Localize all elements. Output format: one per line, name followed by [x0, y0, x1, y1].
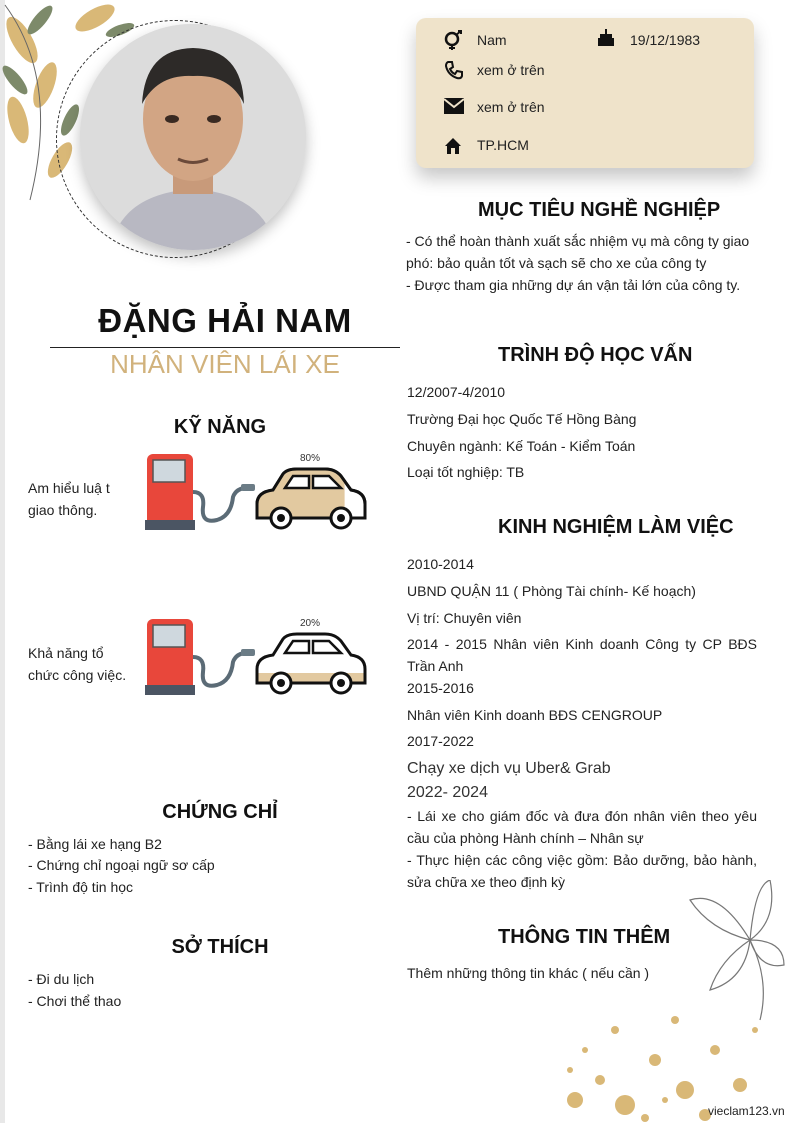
experience-heading: KINH NGHIỆM LÀM VIỆC	[498, 516, 734, 538]
email-icon	[443, 97, 465, 115]
skill-2-percent: 20%	[300, 618, 321, 629]
hobby-item: - Chơi thể thao	[28, 993, 122, 1009]
education-item: Trường Đại học Quốc Tế Hồng Bàng	[407, 411, 637, 427]
objective-line: phó: bảo quản tốt và sạch sẽ cho xe của công ty	[406, 255, 707, 271]
experience-line: Chạy xe dịch vụ Uber& Grab	[407, 760, 611, 777]
home-icon	[443, 136, 463, 156]
experience-line: 2014 - 2015 Nhân viên Kinh doanh Công ty CP BĐS Trần Anh	[407, 636, 757, 674]
personal-info-card	[416, 18, 754, 168]
experience-line: UBND QUẬN 11 ( Phòng Tài chính- Kế hoạch)	[407, 583, 696, 599]
email-value: xem ở trên	[477, 99, 545, 115]
avatar	[80, 24, 306, 250]
certificate-item: - Trình độ tin học	[28, 879, 134, 895]
name-divider	[50, 347, 400, 348]
car-icon	[255, 462, 365, 528]
education-item: Chuyên ngành: Kế Toán - Kiểm Toán	[407, 438, 636, 454]
experience-line: Vị trí: Chuyên viên	[407, 610, 522, 626]
footer-site: vieclam123.vn	[708, 1104, 785, 1118]
education-heading: TRÌNH ĐỘ HỌC VẤN	[498, 344, 693, 366]
experience-line: 2015-2016	[407, 680, 474, 696]
education-item: Loại tốt nghiệp: TB	[407, 464, 525, 480]
education-item: 12/2007-4/2010	[407, 384, 506, 400]
dob-value: 19/12/1983	[630, 32, 701, 48]
objective-heading: MỤC TIÊU NGHỀ NGHIỆP	[478, 199, 721, 221]
hobby-item: - Đi du lịch	[28, 971, 95, 987]
gender-icon	[443, 30, 463, 50]
certificate-item: - Bằng lái xe hạng B2	[28, 836, 162, 852]
experience-line: 2017-2022	[407, 733, 474, 749]
phone-icon	[444, 60, 464, 80]
phone-value: xem ở trên	[477, 62, 545, 78]
extra-info-heading: THÔNG TIN THÊM	[498, 926, 671, 948]
full-name: ĐẶNG HẢI NAM	[98, 302, 352, 339]
hobbies-heading: SỞ THÍCH	[171, 936, 269, 958]
certificates-heading: CHỨNG CHỈ	[162, 801, 278, 823]
cake-icon	[596, 27, 616, 47]
certificate-item: - Chứng chỉ ngoại ngữ sơ cấp	[28, 857, 215, 873]
job-title: NHÂN VIÊN LÁI XE	[110, 349, 340, 379]
experience-line: Nhân viên Kinh doanh BĐS CENGROUP	[407, 707, 663, 723]
skill-1-label-line2: giao thông.	[28, 502, 98, 518]
experience-line: 2022- 2024	[407, 784, 488, 801]
skill-2-label-line2: chức công việc.	[28, 667, 127, 683]
skill-1-fuel-gauge	[145, 452, 370, 534]
skill-2-fuel-gauge	[145, 617, 370, 699]
car-icon	[255, 634, 367, 693]
objective-line: - Có thể hoàn thành xuất sắc nhiệm vụ mà công ty giao	[406, 233, 750, 249]
skill-2-label-line1: Khả năng tổ	[28, 645, 104, 661]
experience-line: 2010-2014	[407, 556, 474, 572]
gender-value: Nam	[477, 32, 507, 48]
fuel-pump-icon	[145, 454, 255, 530]
skill-1-percent: 80%	[300, 453, 321, 464]
skill-1-label-line1: Am hiểu luậ t	[28, 480, 110, 496]
extra-info-text: Thêm những thông tin khác ( nếu cần )	[407, 965, 650, 981]
experience-line: - Lái xe cho giám đốc và đưa đón nhân viên theo yêu cầu của phòng Hành chính – Nhân sự	[407, 808, 757, 846]
fuel-pump-icon	[145, 619, 255, 695]
experience-line: - Thực hiện các công việc gồm: Bảo dưỡng, bảo hành, sửa chữa xe theo định kỳ	[407, 852, 757, 890]
address-value: TP.HCM	[477, 137, 529, 153]
skills-heading: KỸ NĂNG	[173, 416, 267, 438]
objective-line: - Được tham gia những dự án vận tải lớn của công ty.	[406, 277, 741, 293]
